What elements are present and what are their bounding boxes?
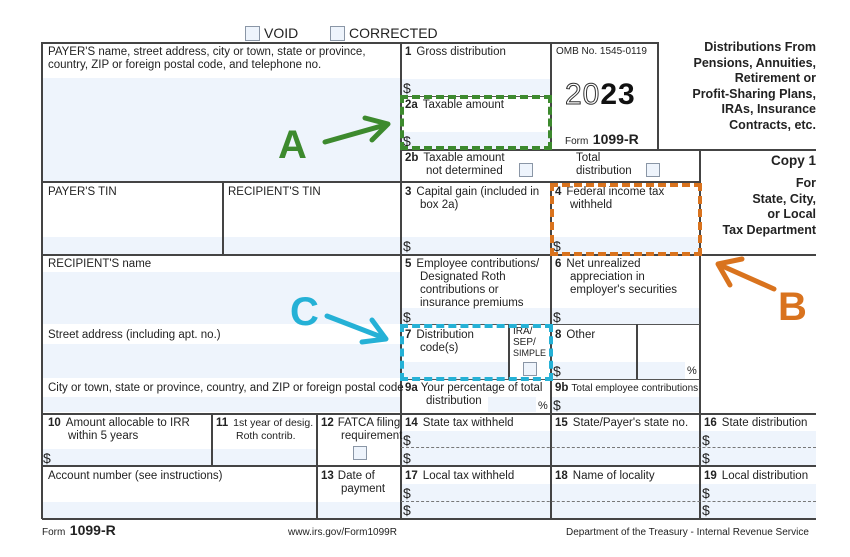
box11-label: 11 1st year of desig. Roth contrib. [216,417,314,442]
footer-form-name: Form 1099-R [42,522,116,538]
box8-percent: % [687,365,697,377]
box14-field[interactable] [402,431,550,465]
box10-label: 10 Amount allocable to IRR within 5 years [48,417,190,442]
total-distribution-checkbox[interactable] [646,163,660,177]
box16-field[interactable] [701,431,816,465]
divider-10-11 [211,413,213,466]
form-top-border [42,42,659,44]
account-number-label: Account number (see instructions) [48,470,223,482]
box16-dollar-2: $ [702,450,710,466]
box8-amount-field[interactable] [552,362,636,379]
annotation-a-box [400,95,552,150]
box4-dollar: $ [553,238,561,254]
box6-dollar: $ [553,309,561,325]
payer-tin-field[interactable] [43,237,223,254]
box19-dollar-1: $ [702,485,710,501]
box3-dollar: $ [403,238,411,254]
annotation-c-box [400,324,553,381]
divider-row-account [42,465,816,467]
box9a-percent: % [538,400,548,412]
payer-tin-label: PAYER'S TIN [48,186,117,198]
omb-number: OMB No. 1545-0119 [556,46,647,57]
divider-8-pct [636,324,638,380]
box13-field[interactable] [318,502,401,518]
box9b-field[interactable] [552,397,700,412]
annotation-c-letter: C [290,290,319,334]
tax-year: 2023 [565,78,636,111]
fatca-checkbox[interactable] [353,446,367,460]
box10-dollar: $ [43,450,51,466]
box18-label: 18 Name of locality [555,470,655,482]
divider-omb-right [657,42,659,149]
form-left-border [41,42,43,519]
box7-label: 7 Distribution code(s) [405,329,474,354]
box15-field[interactable] [552,431,700,465]
box8-dollar: $ [553,363,561,379]
recipient-name-label: RECIPIENT'S name [48,258,152,270]
annotation-b-box [550,183,702,256]
box14-dollar-2: $ [403,450,411,466]
box5-label: 5 Employee contributions/ Designated Roth contributions or insurance premiums [405,258,540,309]
box6-field[interactable] [552,308,700,324]
annotation-c-arrow-icon [322,310,392,350]
copy-label: Copy 1 [770,153,816,168]
void-checkbox[interactable] [245,26,260,41]
box17-label: 17 Local tax withheld [405,470,515,482]
box3-field[interactable] [402,237,550,254]
box19-dollar-2: $ [702,502,710,518]
box16-label: 16 State distribution [704,417,808,429]
box11-field[interactable] [213,449,317,465]
box17-dollar-2: $ [403,502,411,518]
box16-dollar-1: $ [702,432,710,448]
corrected-label: CORRECTED [349,25,438,41]
recipient-tin-field[interactable] [224,237,401,254]
ira-sep-simple-label: IRA/ SEP/ SIMPLE [513,326,547,358]
footer-agency: Department of the Treasury - Internal Revenue Service [566,527,809,538]
box2a-dollar: $ [403,133,411,149]
box15-label: 15 State/Payer's state no. [555,417,689,429]
payer-name-label: PAYER'S name, street address, city or town, state or province, country, ZIP or foreign postal code, and telephone no. [48,46,366,71]
city-label: City or town, state or province, country, and ZIP or foreign postal code [48,382,404,394]
total-distribution-label: Total distribution [576,152,632,177]
box1-dollar: $ [403,80,411,96]
void-label: VOID [264,25,299,41]
annotation-b-arrow-icon [712,255,782,295]
annotation-b-letter: B [778,285,807,329]
box13-label: 13 Date of payment [321,470,386,495]
box14-label: 14 State tax withheld [405,417,514,429]
city-field[interactable] [43,397,401,412]
box5-dollar: $ [403,309,411,325]
annotation-a-arrow-icon [320,110,395,150]
street-address-label: Street address (including apt. no.) [48,329,221,341]
dash-14 [401,447,816,448]
box9b-dollar: $ [553,397,561,413]
box5-field[interactable] [402,308,550,324]
annotation-a-letter: A [278,123,307,167]
box14-dollar-1: $ [403,432,411,448]
box1-label: 1 Gross distribution [405,46,506,58]
box4-label: 4 Federal income tax withheld [555,186,665,211]
box19-label: 19 Local distribution [704,470,809,482]
box9a-label: 9a Your percentage of total distribution [405,382,543,407]
divider-tin [222,181,224,255]
footer-url: www.irs.gov/Form1099R [288,527,397,538]
box6-label: 6 Net unrealized appreciation in employer's securities [555,258,678,296]
form-title: Distributions From Pensions, Annuities, Retirement or Profit-Sharing Plans, IRAs, Insurance Contracts, etc. [692,40,816,132]
box3-label: 3 Capital gain (included in box 2a) [405,186,540,211]
corrected-checkbox[interactable] [330,26,345,41]
box8-percent-field[interactable] [637,362,685,379]
box8-label: 8 Other [555,329,596,341]
omb-form-name: Form 1099-R [565,131,639,147]
form-bottom-border [42,518,816,520]
box2b-label: 2b Taxable amount not determined [405,152,505,177]
recipient-tin-label: RECIPIENT'S TIN [228,186,321,198]
box2a-label: 2a Taxable amount [405,99,504,111]
box17-dollar-1: $ [403,485,411,501]
dash-17 [401,501,816,502]
box10-field[interactable] [43,449,212,465]
account-number-field[interactable] [43,502,317,518]
box1-field[interactable] [402,79,550,95]
copy-description: For State, City, or Local Tax Department [722,176,816,237]
box12-label: 12 FATCA filing requirement [321,417,403,442]
box2b-not-determined-checkbox[interactable] [519,163,533,177]
box9b-label: 9b Total employee contributions [555,382,699,394]
